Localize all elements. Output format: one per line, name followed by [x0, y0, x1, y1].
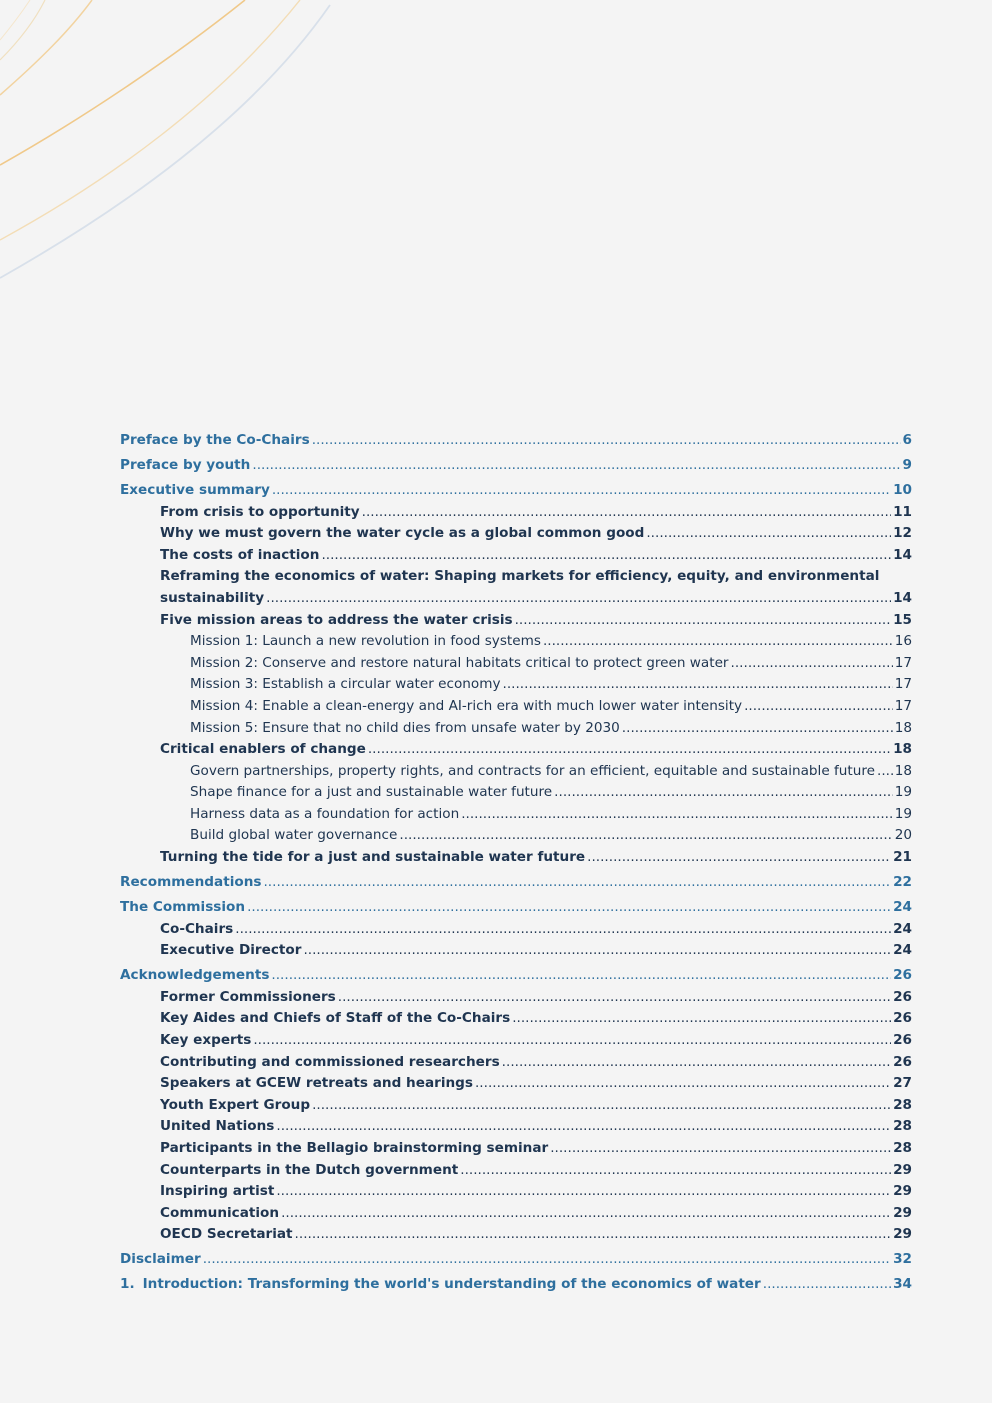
toc-title: Mission 3: Establish a circular water economy	[190, 676, 501, 693]
toc-page-number: 21	[893, 849, 912, 866]
dot-leader	[263, 872, 891, 894]
toc-page-number: 28	[893, 1118, 912, 1135]
toc-page-number: 26	[893, 988, 912, 1005]
dot-leader	[877, 761, 893, 783]
dot-leader	[276, 1181, 891, 1203]
toc-entry-govern-water-cycle[interactable]	[120, 523, 912, 545]
toc-page-number: 32	[893, 1251, 912, 1268]
dot-leader	[235, 919, 891, 941]
toc-entry-recommendations[interactable]	[120, 872, 912, 894]
toc-entry-five-mission-areas[interactable]	[120, 610, 912, 632]
toc-page-number: 24	[893, 942, 912, 959]
toc-title: Contributing and commissioned researchers	[160, 1053, 500, 1070]
toc-page-number: 17	[894, 697, 912, 714]
toc-title: Preface by the Co-Chairs	[120, 432, 310, 448]
toc-page-number: 9	[902, 456, 912, 473]
toc-page-number: 28	[893, 1139, 912, 1156]
toc-page-number: 29	[893, 1161, 912, 1178]
toc-entry-global-water-governance[interactable]	[120, 825, 912, 847]
toc-entry-mission-2[interactable]	[120, 653, 912, 675]
toc-title: Harness data as a foundation for action	[190, 805, 460, 822]
dot-leader	[646, 523, 891, 545]
toc-entry-harness-data[interactable]	[120, 804, 912, 826]
toc-title: Critical enablers of change	[160, 741, 366, 758]
toc-entry-mission-3[interactable]	[120, 674, 912, 696]
toc-entry-preface-cochairs[interactable]	[120, 430, 912, 452]
toc-entry-former-commissioners[interactable]	[120, 987, 912, 1009]
toc-title: From crisis to opportunity	[160, 503, 360, 520]
toc-entry-youth-expert-group[interactable]	[120, 1095, 912, 1117]
toc-page-number: 14	[893, 546, 912, 563]
toc-entry-introduction[interactable]	[120, 1274, 912, 1296]
toc-title: Build global water governance	[190, 827, 398, 844]
toc-page-number: 34	[893, 1276, 912, 1293]
toc-title: Reframing the economics of water: Shaping markets for efficiency, equity, and environmental	[160, 568, 880, 585]
toc-entry-reframing-economics[interactable]	[120, 566, 912, 609]
toc-page-number: 10	[893, 481, 912, 498]
decorative-curves	[0, 0, 340, 290]
dot-leader	[281, 1203, 891, 1225]
toc-title: Youth Expert Group	[160, 1096, 311, 1113]
toc-entry-govern-partnerships[interactable]	[120, 761, 912, 783]
toc-page-number: 15	[893, 611, 912, 628]
toc-page-number: 26	[893, 1053, 912, 1070]
dot-leader	[744, 696, 893, 718]
toc-page-number: 6	[902, 432, 912, 448]
toc-title: The Commission	[120, 899, 246, 916]
toc-entry-mission-4[interactable]	[120, 696, 912, 718]
toc-title: Govern partnerships, property rights, and contracts for an efficient, equitable and sustainable future	[190, 762, 876, 779]
toc-title: Key experts	[160, 1031, 252, 1048]
toc-entry-speakers[interactable]	[120, 1073, 912, 1095]
chapter-number: 1.	[120, 1276, 135, 1293]
toc-title: Participants in the Bellagio brainstorming seminar	[160, 1139, 549, 1156]
toc-entry-co-chairs[interactable]	[120, 919, 912, 941]
toc-page-number: 26	[893, 1031, 912, 1048]
toc-title: United Nations	[160, 1118, 275, 1135]
toc-entry-executive-summary[interactable]	[120, 480, 912, 502]
dot-leader	[731, 653, 893, 675]
toc-page-number: 19	[894, 805, 912, 822]
dot-leader	[312, 1095, 891, 1117]
toc-title: Executive Director	[160, 942, 302, 959]
toc-page-number: 29	[893, 1204, 912, 1221]
dot-leader	[362, 502, 891, 524]
toc-title: The costs of inaction	[160, 546, 320, 563]
toc-entry-researchers[interactable]	[120, 1052, 912, 1074]
toc-entry-acknowledgements[interactable]	[120, 965, 912, 987]
toc-entry-disclaimer[interactable]	[120, 1249, 912, 1271]
toc-title: Recommendations	[120, 874, 262, 891]
toc-title: Why we must govern the water cycle as a global common good	[160, 525, 645, 542]
dot-leader	[271, 965, 891, 987]
toc-title: Five mission areas to address the water crisis	[160, 611, 513, 628]
toc-page-number: 17	[894, 676, 912, 693]
dot-leader	[203, 1249, 891, 1271]
toc-entry-communication[interactable]	[120, 1203, 912, 1225]
toc-page-number: 14	[893, 589, 912, 606]
toc-page-number: 26	[893, 1010, 912, 1027]
toc-title	[120, 1274, 761, 1296]
toc-entry-shape-finance[interactable]	[120, 782, 912, 804]
table-of-contents	[120, 430, 912, 1296]
toc-page-number: 17	[894, 654, 912, 671]
toc-title-continued: sustainability	[160, 589, 265, 606]
toc-title: Mission 2: Conserve and restore natural habitats critical to protect green water	[190, 654, 729, 671]
dot-leader	[515, 610, 891, 632]
toc-title: Executive summary	[120, 481, 270, 498]
toc-entry-crisis-to-opportunity[interactable]	[120, 502, 912, 524]
dot-leader	[312, 430, 901, 452]
dot-leader	[399, 825, 892, 847]
toc-entry-preface-youth[interactable]	[120, 455, 912, 477]
toc-entry-united-nations[interactable]	[120, 1116, 912, 1138]
toc-page-number: 19	[894, 784, 912, 801]
toc-page-number: 24	[893, 920, 912, 937]
toc-title: Mission 4: Enable a clean-energy and AI-rich era with much lower water intensity	[190, 697, 743, 714]
dot-leader	[338, 987, 891, 1009]
toc-page-number: 24	[893, 899, 912, 916]
dot-leader	[247, 897, 891, 919]
toc-entry-key-aides[interactable]	[120, 1008, 912, 1030]
toc-page-number: 28	[893, 1096, 912, 1113]
dot-leader	[272, 480, 891, 502]
dot-leader	[512, 1008, 891, 1030]
toc-title: Shape finance for a just and sustainable water future	[190, 784, 553, 801]
toc-entry-mission-5[interactable]	[120, 718, 912, 740]
toc-page-number: 29	[893, 1226, 912, 1243]
dot-leader	[554, 782, 893, 804]
dot-leader	[763, 1274, 891, 1296]
toc-title: Preface by youth	[120, 456, 251, 473]
dot-leader	[303, 940, 891, 962]
dot-leader	[587, 847, 891, 869]
dot-leader	[295, 1224, 892, 1246]
toc-entry-dutch-government[interactable]	[120, 1160, 912, 1182]
dot-leader	[321, 545, 891, 567]
toc-entry-costs-of-inaction[interactable]	[120, 545, 912, 567]
dot-leader	[276, 1116, 891, 1138]
toc-page-number: 20	[894, 827, 912, 844]
dot-leader	[253, 1030, 891, 1052]
toc-entry-critical-enablers[interactable]	[120, 739, 912, 761]
toc-title: Speakers at GCEW retreats and hearings	[160, 1075, 473, 1092]
toc-title: Mission 5: Ensure that no child dies from unsafe water by 2030	[190, 719, 620, 736]
toc-entry-inspiring-artist[interactable]	[120, 1181, 912, 1203]
toc-entry-oecd-secretariat[interactable]	[120, 1224, 912, 1246]
toc-page-number: 26	[893, 967, 912, 984]
toc-page-number: 16	[894, 633, 912, 650]
dot-leader	[550, 1138, 891, 1160]
toc-page-number: 27	[893, 1075, 912, 1092]
toc-entry-turning-the-tide[interactable]	[120, 847, 912, 869]
toc-title: Disclaimer	[120, 1251, 201, 1268]
toc-page-number: 22	[893, 874, 912, 891]
toc-page-number: 18	[894, 762, 912, 779]
dot-leader	[502, 1052, 891, 1074]
toc-page-number: 11	[893, 503, 912, 520]
toc-page-number: 12	[893, 525, 912, 542]
toc-page-number: 29	[893, 1183, 912, 1200]
dot-leader	[461, 804, 892, 826]
toc-page-number: 18	[893, 741, 912, 758]
toc-title: Inspiring artist	[160, 1183, 275, 1200]
dot-leader	[460, 1160, 891, 1182]
toc-title: Mission 1: Launch a new revolution in food systems	[190, 633, 541, 650]
dot-leader	[266, 588, 891, 610]
toc-title: Acknowledgements	[120, 967, 270, 984]
dot-leader	[543, 631, 893, 653]
toc-title: Key Aides and Chiefs of Staff of the Co-Chairs	[160, 1010, 511, 1027]
toc-entry-bellagio[interactable]	[120, 1138, 912, 1160]
dot-leader	[368, 739, 891, 761]
dot-leader	[622, 718, 893, 740]
dot-leader	[252, 455, 900, 477]
toc-title: Co-Chairs	[160, 920, 234, 937]
toc-page-number: 18	[894, 719, 912, 736]
toc-title: Counterparts in the Dutch government	[160, 1161, 459, 1178]
toc-title: Communication	[160, 1204, 280, 1221]
toc-entry-mission-1[interactable]	[120, 631, 912, 653]
dot-leader	[503, 674, 893, 696]
toc-title: Former Commissioners	[160, 988, 336, 1005]
toc-entry-executive-director[interactable]	[120, 940, 912, 962]
toc-title: OECD Secretariat	[160, 1226, 293, 1243]
toc-title: Turning the tide for a just and sustainable water future	[160, 849, 586, 866]
toc-entry-key-experts[interactable]	[120, 1030, 912, 1052]
chapter-title: Introduction: Transforming the world's understanding of the economics of water	[142, 1276, 761, 1293]
dot-leader	[475, 1073, 891, 1095]
toc-entry-the-commission[interactable]	[120, 897, 912, 919]
